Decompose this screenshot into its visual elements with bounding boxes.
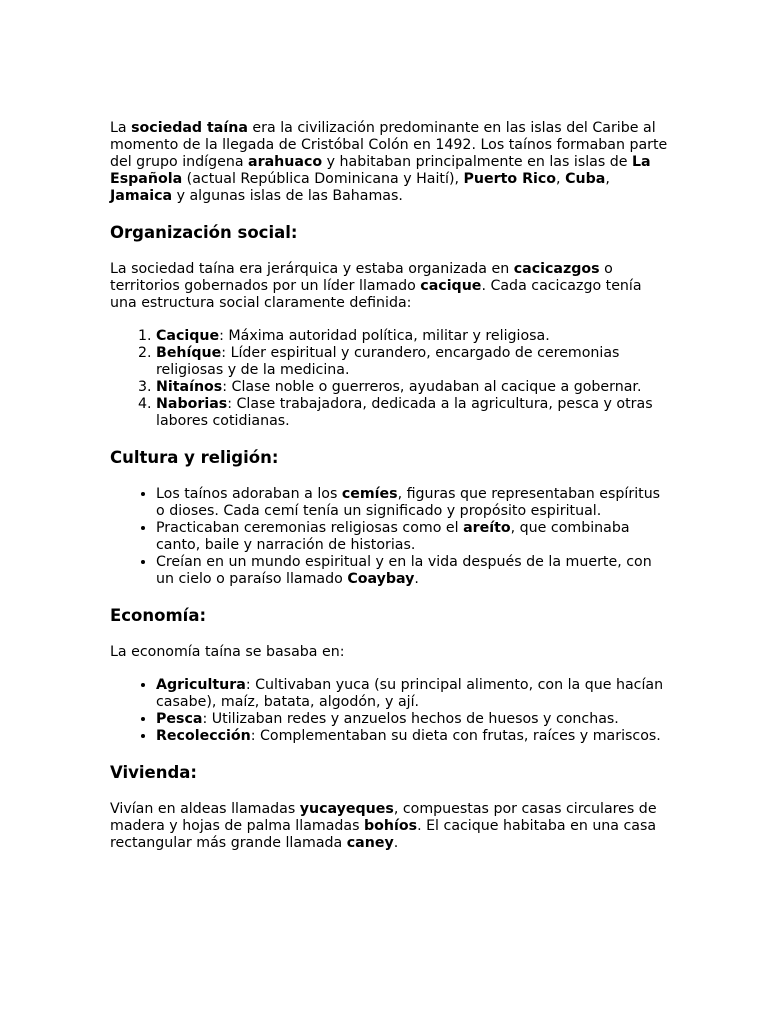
list-item bbox=[156, 328, 670, 345]
bold-term: Pesca bbox=[156, 711, 203, 727]
text-run: : Utilizaban redes y anzuelos hechos de huesos y conchas. bbox=[202, 711, 619, 727]
list-item bbox=[156, 379, 670, 396]
list-item bbox=[156, 711, 670, 728]
text-run: , compuestas por casas circulares de madera y hojas de palma llamadas bbox=[110, 801, 657, 834]
text-run: . bbox=[414, 571, 419, 587]
text-run: : Complementaban su dieta con frutas, raíces y mariscos. bbox=[250, 728, 661, 744]
text-run: Creían en un mundo espiritual y en la vida después de la muerte, con un cielo o paraíso llamado bbox=[156, 554, 652, 587]
bold-term: Jamaica bbox=[110, 188, 173, 204]
bold-term: caney bbox=[346, 835, 394, 851]
bold-term: arahuaco bbox=[248, 154, 323, 170]
list-item bbox=[156, 520, 670, 554]
bold-term: cemíes bbox=[341, 486, 398, 502]
text-run: La sociedad taína era jerárquica y estaba organizada en bbox=[110, 261, 514, 277]
bold-term: areíto bbox=[463, 520, 511, 536]
bold-term: Cuba bbox=[565, 171, 606, 187]
text-run: y habitaban principalmente en las islas de bbox=[322, 154, 632, 170]
social-paragraph bbox=[110, 261, 670, 312]
bold-term: cacique bbox=[420, 278, 482, 294]
list-item bbox=[156, 486, 670, 520]
text-run: , figuras que representaban espíritus o dioses. Cada cemí tenía un significado y propósito espiritual. bbox=[156, 486, 661, 519]
housing-paragraph bbox=[110, 801, 670, 852]
document-body bbox=[110, 120, 670, 852]
text-run: y algunas islas de las Bahamas. bbox=[172, 188, 403, 204]
bold-term: Coaybay bbox=[347, 571, 415, 587]
culture-list bbox=[110, 486, 670, 588]
text-run: , bbox=[556, 171, 566, 187]
bold-term: Behíque bbox=[156, 345, 222, 361]
bold-term: Cacique bbox=[156, 328, 220, 344]
text-run: : Clase trabajadora, dedicada a la agricultura, pesca y otras labores cotidianas. bbox=[156, 396, 653, 429]
section-heading-housing: Vivienda: bbox=[110, 763, 198, 782]
list-item bbox=[156, 554, 670, 588]
bold-term: cacicazgos bbox=[513, 261, 600, 277]
list-item bbox=[156, 345, 670, 379]
text-run: : Máxima autoridad política, militar y religiosa. bbox=[219, 328, 550, 344]
economy-list bbox=[110, 677, 670, 745]
list-item bbox=[156, 677, 670, 711]
section-heading-social: Organización social: bbox=[110, 223, 298, 242]
text-run: La bbox=[110, 120, 132, 136]
bold-term: Puerto Rico bbox=[463, 171, 557, 187]
text-run: Vivían en aldeas llamadas bbox=[110, 801, 300, 817]
text-run: era la civilización predominante en las islas del Caribe al momento de la llegada de Cristóbal Colón en 1492. Los taínos formaban parte del grupo indígena bbox=[110, 120, 668, 170]
bold-term: bohíos bbox=[364, 818, 418, 834]
section-heading-culture: Cultura y religión: bbox=[110, 448, 279, 467]
section-heading-economy: Economía: bbox=[110, 606, 207, 625]
text-run: (actual República Dominicana y Haití), bbox=[182, 171, 464, 187]
text-run: Los taínos adoraban a los bbox=[156, 486, 342, 502]
text-run: , que combinaba canto, baile y narración de historias. bbox=[156, 520, 630, 553]
text-run: . Cada cacicazgo tenía una estructura social claramente definida: bbox=[110, 278, 642, 311]
bold-term: Nitaínos bbox=[156, 379, 223, 395]
bold-term: yucayeques bbox=[299, 801, 394, 817]
text-run: La economía taína se basaba en: bbox=[110, 644, 345, 660]
list-item bbox=[156, 728, 670, 745]
bold-term: La Española bbox=[110, 154, 651, 187]
text-run: : Líder espiritual y curandero, encargado de ceremonias religiosas y de la medicina. bbox=[156, 345, 620, 378]
bold-term: Agricultura bbox=[156, 677, 246, 693]
text-run: , bbox=[605, 171, 610, 187]
bold-term: Naborias bbox=[156, 396, 228, 412]
text-run: : Cultivaban yuca (su principal alimento, con la que hacían casabe), maíz, batata, algodón, y ají. bbox=[156, 677, 664, 710]
bold-term: sociedad taína bbox=[131, 120, 248, 136]
text-run: Practicaban ceremonias religiosas como el bbox=[156, 520, 464, 536]
intro-paragraph bbox=[110, 120, 670, 205]
text-run: o territorios gobernados por un líder llamado bbox=[110, 261, 613, 294]
social-hierarchy-list bbox=[110, 328, 670, 430]
economy-paragraph bbox=[110, 644, 670, 661]
text-run: . El cacique habitaba en una casa rectangular más grande llamada bbox=[110, 818, 657, 851]
text-run: . bbox=[393, 835, 399, 851]
list-item bbox=[156, 396, 670, 430]
bold-term: Recolección bbox=[156, 728, 251, 744]
text-run: : Clase noble o guerreros, ayudaban al cacique a gobernar. bbox=[222, 379, 642, 395]
